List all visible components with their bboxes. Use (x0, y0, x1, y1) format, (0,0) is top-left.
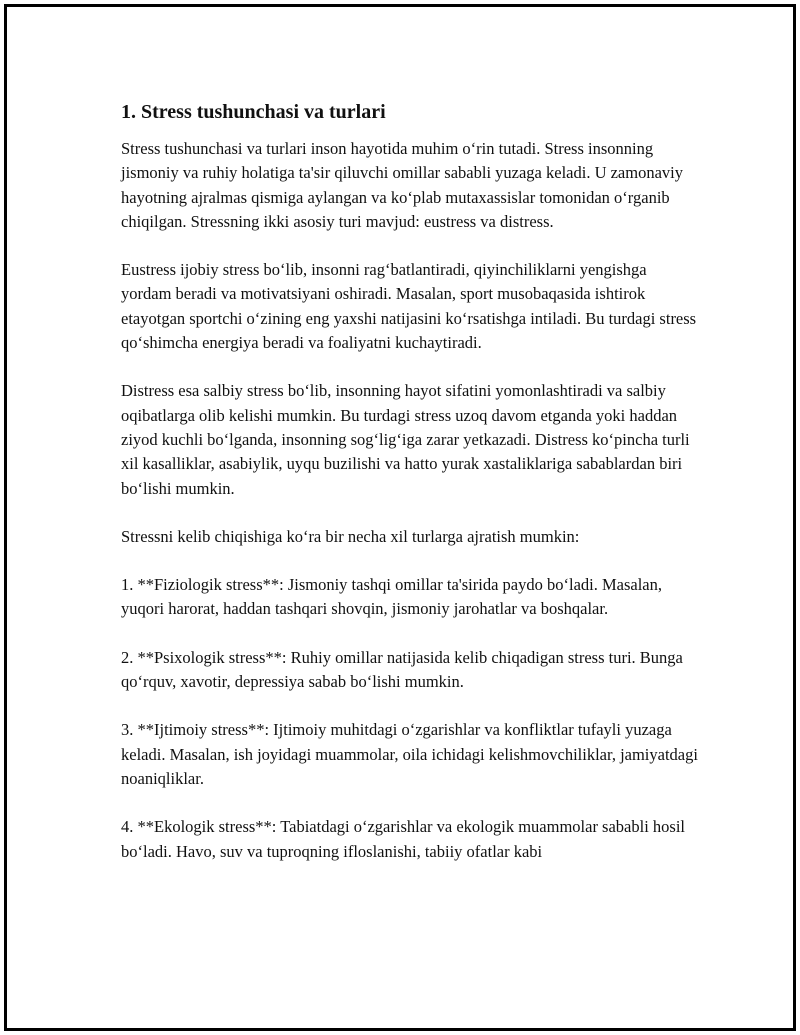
paragraph-types-intro: Stressni kelib chiqishiga ko‘ra bir necha xil turlarga ajratish mumkin: (121, 526, 580, 546)
page-frame (4, 4, 796, 1031)
paragraph-psychological: 2. **Psixologik stress**: Ruhiy omillar natijasida kelib chiqadigan stress turi. Bunga qo‘rquv, xavotir, depressiya sabab bo‘lishi mumkin. (121, 647, 683, 692)
paragraph-ecological: 4. **Ekologik stress**: Tabiatdagi o‘zgarishlar va ekologik muammolar sababli hosil bo‘ladi. Havo, suv va tuproqning ifloslanishi, tabiiy ofatlar kabi (121, 817, 686, 861)
paragraph-intro: Stress tushunchasi va turlari inson hayotida muhim o‘rin tutadi. Stress insonning jismoniy va ruhiy holatiga ta'sir qiluvchi omillar sababli yuzaga keladi. U zamonaviy hayotning ajralmas qismiga aylangan va ko‘plab mutaxassislar tomonidan o‘rganib chiqilgan. Stressning ikki asosiy turi mavjud: eustress va distress. (121, 139, 683, 231)
paragraph-eustress: Eustress ijobiy stress bo‘lib, insonni rag‘batlantiradi, qiyinchiliklarni yengishga yordam beradi va motivatsiyani oshiradi. Masalan, sport musobaqasida ishtirok etayotgan sportchi o‘zining eng yaxshi natijasini ko‘rsatishga intiladi. Bu turdagi stress qo‘shimcha energiya beradi va foaliyatni kuchaytiradi. (121, 260, 697, 353)
paragraph-social: 3. **Ijtimoiy stress**: Ijtimoiy muhitdagi o‘zgarishlar va konfliktlar tufayli yuzaga keladi. Masalan, ish joyidagi muammolar, oila ichidagi kelishmovchiliklar, jamiyatdagi noaniqliklar. (121, 720, 698, 788)
paragraph-distress: Distress esa salbiy stress bo‘lib, insonning hayot sifatini yomonlashtiradi va salbiy oqibatlarga olib kelishi mumkin. Bu turdagi stress uzoq davom etganda yoki haddan ziyod kuchli bo‘lganda, insonning sog‘lig‘iga zarar yetkazadi. Distress ko‘pincha turli xil kasalliklar, asabiylik, uyqu buzilishi va hatto yurak xastaliklariga sabablardan biri bo‘lishi mumkin. (121, 381, 690, 498)
document-body (121, 99, 701, 888)
paragraph-physiological: 1. **Fiziologik stress**: Jismoniy tashqi omillar ta'sirida paydo bo‘ladi. Masalan, yuqori harorat, haddan tashqari shovqin, jismoniy jarohatlar va boshqalar. (121, 575, 662, 619)
section-heading: 1. Stress tushunchasi va turlari (121, 101, 386, 123)
